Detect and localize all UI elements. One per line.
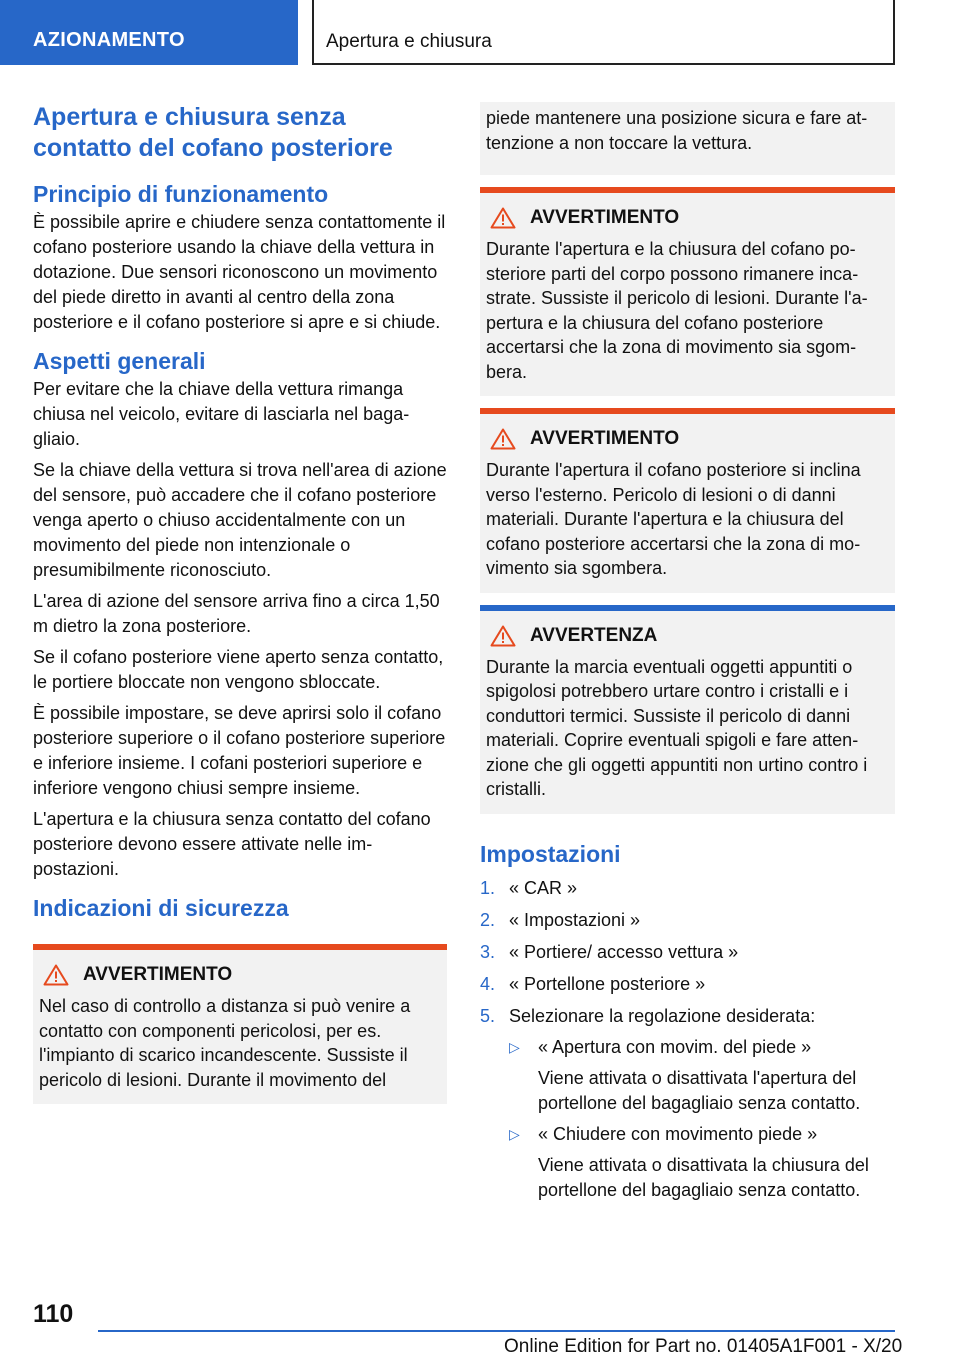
- warning-triangle-icon: [490, 625, 516, 647]
- triangle-bullet-icon: ▷: [509, 1125, 520, 1142]
- list-item: 3. « Portiere/ accesso vettura »: [480, 941, 739, 962]
- sub-list-item: ▷ « Apertura con movim. del piede »: [509, 1035, 895, 1060]
- steps-list: [480, 876, 895, 1203]
- warning-text: Durante l'apertura e la chiusura del cofano posteriore parti del corpo possono rimanere incastrate. Sussiste il pericolo di lesioni. Durante l'apertura e la chiusura del cofano posteriore accertarsi che la zona di movimento sia sgombera.: [486, 239, 868, 382]
- footer-edition: Online Edition for Part no. 01405A1F001 - X/20: [504, 1336, 903, 1357]
- paragraph: Se la chiave della vettura si trova nell'area di azione del sensore, può accadere che il cofano posteriore venga aperto o chiuso accidentalmente con un movimento del piede non intenzionale o presumibilmente riconosciuto.: [33, 460, 447, 580]
- warning-text: Nel caso di controllo a distanza si può venire a contatto con componenti pericolosi, per es. l'impianto di scarico incandescente. Sussiste il pericolo di lesioni. Durante il movimento del: [39, 996, 411, 1090]
- paragraph: Per evitare che la chiave della vettura rimanga chiusa nel veicolo, evitare di lasciarla nel bagagliaio.: [33, 379, 410, 449]
- triangle-bullet-icon: ▷: [509, 1038, 520, 1055]
- warning-text: Durante l'apertura il cofano posteriore si inclina verso l'esterno. Pericolo di lesioni o di danni materiali. Durante l'apertura e la chiusura del cofano posteriore accertarsi che la zona di movimento sia sgombera.: [486, 460, 861, 578]
- list-item: 4. « Portellone posteriore »: [480, 973, 706, 994]
- sub-item-description: Viene attivata o disattivata la chiusura del portellone del bagagliaio senza contatto.: [538, 1154, 869, 1200]
- right-column: [480, 102, 895, 1203]
- heading-impostazioni: Impostazioni: [480, 840, 621, 867]
- chapter-title: Apertura e chiusura: [326, 31, 492, 52]
- paragraph: È possibile impostare, se deve aprirsi solo il cofano posteriore superiore o il cofano posteriore superiore e inferiore insieme. I cofani posteriori superiore e inferiore vengono chiusi sempre insieme.: [33, 703, 446, 798]
- paragraph: Se il cofano posteriore viene aperto senza contatto, le portiere bloccate non vengono sbloccate.: [33, 647, 444, 692]
- warning-box-continued: [480, 102, 895, 175]
- warning-text: piede mantenere una posizione sicura e fare attenzione a non toccare la vettura.: [486, 108, 868, 153]
- section-title: AZIONAMENTO: [33, 29, 185, 51]
- heading-sicurezza: Indicazioni di sicurezza: [33, 895, 289, 921]
- page-number: 110: [33, 1300, 74, 1328]
- list-item: 2. « Impostazioni »: [480, 909, 641, 930]
- paragraph: L'apertura e la chiusura senza contatto del cofano posteriore devono essere attivate nelle impostazioni.: [33, 809, 431, 879]
- warning-box: [480, 187, 895, 396]
- warning-triangle-icon: [43, 964, 69, 986]
- warning-title: AVVERTIMENTO: [83, 964, 233, 985]
- warning-title: AVVERTIMENTO: [530, 207, 680, 228]
- warning-triangle-icon: [490, 428, 516, 450]
- list-item: 5. Selezionare la regolazione desiderata:: [480, 1005, 816, 1026]
- notice-text: Durante la marcia eventuali oggetti appuntiti o spigolosi potrebbero urtare contro i cristalli e i conduttori termici. Sussiste il pericolo di danni materiali. Coprire eventuali spigoli e fare attenzione che gli oggetti appuntiti non urtino contro i cristalli.: [486, 656, 868, 799]
- heading-aspetti: Aspetti generali: [33, 348, 206, 374]
- chapter-header: [312, 0, 895, 65]
- list-item: 1. « CAR »: [480, 877, 578, 898]
- left-column: [33, 102, 447, 1104]
- heading-principio: Principio di funzionamento: [33, 181, 329, 207]
- paragraph-principio: È possibile aprire e chiudere senza contattomente il cofano posteriore usando la chiave della vettura in dotazione. Due sensori riconoscono un movimento del piede diretto in avanti al centro della zona posteriore e il cofano posteriore si apre e si chiude.: [33, 212, 446, 332]
- page-title: Apertura e chiusura senza contatto del cofano posteriore: [33, 103, 393, 162]
- warning-box: [480, 408, 895, 593]
- section-tab: [0, 0, 298, 65]
- warning-triangle-icon: [490, 207, 516, 229]
- warning-title: AVVERTIMENTO: [530, 428, 680, 449]
- warning-box: [33, 944, 447, 1104]
- notice-box: [480, 605, 895, 814]
- notice-title: AVVERTENZA: [530, 624, 658, 646]
- sub-list: [509, 1035, 895, 1203]
- sub-item-description: Viene attivata o disattivata l'apertura del portellone del bagagliaio senza contatto.: [538, 1067, 861, 1113]
- paragraph: L'area di azione del sensore arriva fino a circa 1,50 m dietro la zona posteriore.: [33, 591, 440, 636]
- sub-list-item: ▷ « Chiudere con movimento piede »: [509, 1122, 895, 1147]
- footer-divider: [98, 1330, 895, 1332]
